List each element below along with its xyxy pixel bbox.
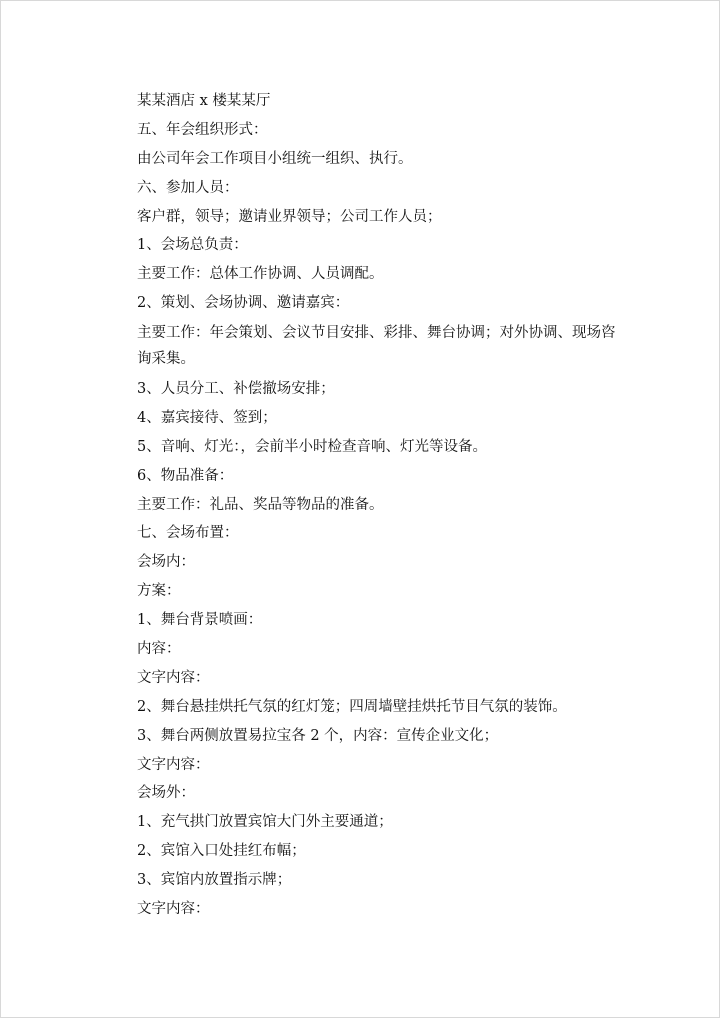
- list-item: 2、宾馆入口处挂红布幅；: [137, 843, 306, 860]
- list-item: 3、人员分工、补偿撤场安排；: [137, 381, 335, 398]
- list-item: 1、充气拱门放置宾馆大门外主要通道；: [137, 814, 393, 831]
- paragraph-line: 会场外：: [137, 785, 195, 802]
- paragraph-line: 主要工作：总体工作协调、人员调配。: [137, 266, 384, 283]
- list-item: 6、物品准备：: [137, 467, 234, 484]
- list-item: 5、音响、灯光：，会前半小时检查音响、灯光等设备。: [137, 438, 487, 455]
- section-heading-organization: 五、年会组织形式：: [137, 121, 268, 138]
- paragraph-line: 会场内：: [137, 554, 195, 571]
- list-item: 3、舞台两侧放置易拉宝各 2 个，内容：宣传企业文化；: [137, 727, 499, 744]
- paragraph-wrapped: 主要工作：年会策划、会议节目安排、彩排、舞台协调；对外协调、现场咨询采集。: [137, 324, 616, 367]
- section-heading-participants: 六、参加人员：: [137, 179, 239, 196]
- list-item: 4、嘉宾接待、签到；: [137, 409, 277, 426]
- section-heading-layout: 七、会场布置：: [137, 525, 239, 542]
- paragraph-line: 内容：: [137, 641, 181, 658]
- venue-line: 某某酒店 x 楼某某厅: [137, 93, 271, 109]
- paragraph-line: 文字内容：: [137, 669, 210, 686]
- paragraph-line: 主要工作：礼品、奖品等物品的准备。: [137, 496, 384, 513]
- list-item: 1、舞台背景喷画：: [137, 612, 263, 629]
- document-body: [137, 87, 617, 924]
- paragraph-line: 由公司年会工作项目小组统一组织、执行。: [137, 150, 413, 167]
- paragraph-line: 方案：: [137, 583, 181, 600]
- paragraph-line: 文字内容：: [137, 756, 210, 773]
- list-item: 2、舞台悬挂烘托气氛的红灯笼；四周墙壁挂烘托节目气氛的装饰。: [137, 698, 567, 715]
- list-item: 3、宾馆内放置指示牌；: [137, 872, 292, 889]
- list-item: 2、策划、会场协调、邀请嘉宾：: [137, 295, 350, 312]
- paragraph-line: 客户群，领导；邀请业界领导；公司工作人员；: [137, 208, 442, 225]
- list-item: 1、会场总负责：: [137, 237, 248, 254]
- paragraph-line: 文字内容：: [137, 901, 210, 918]
